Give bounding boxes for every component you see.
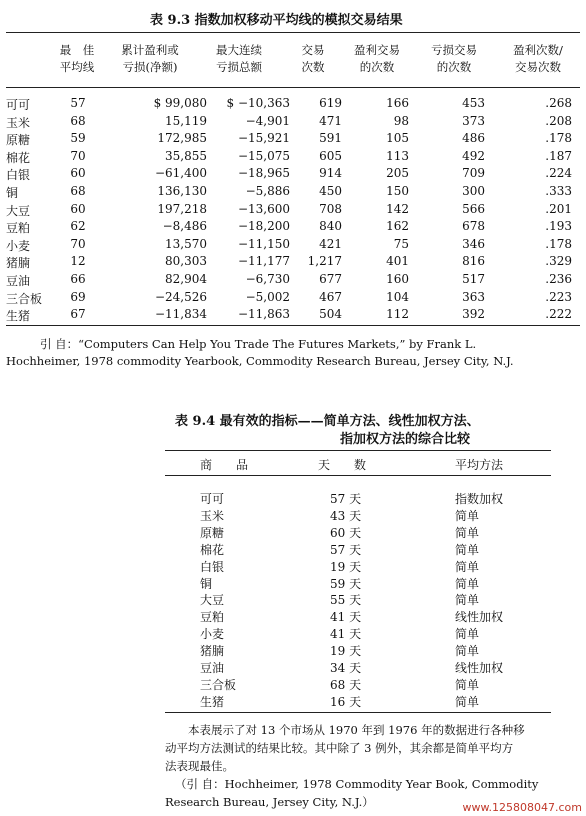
table-cell: 709 [462,166,485,181]
table-cell: 75 [393,236,409,251]
table-cell: 105 [386,131,409,146]
table-cell: .208 [545,113,572,128]
table-cell: 421 [319,236,342,251]
table-cell: −15,921 [237,131,290,146]
table-cell: 简单 [455,576,480,591]
table-9-4-source-line-2: Research Bureau, Jersey City, N.J.） [165,795,374,809]
table-cell: 69 [70,289,86,304]
table-cell: 68 [70,184,86,198]
table-cell: 线性加权 [455,610,504,625]
table-cell: 60 [70,166,86,181]
table-9-4-top-rule [165,450,551,451]
table-cell: 白银 [6,168,31,183]
table-cell: 162 [386,219,409,234]
table-9-4-header-cell: 商 品 [200,458,249,472]
table-cell: 简单 [455,525,480,540]
table-cell: 677 [319,272,342,286]
table-cell: 68 天 [330,677,362,692]
table-cell: .193 [545,219,572,234]
table-cell: 13,570 [165,236,207,251]
table-9-4-source-line-1: （引 自：Hochheimer, 1978 Commodity Year Book, Commodity [175,777,539,791]
table-cell: 401 [386,254,409,269]
table-cell: −11,150 [237,236,290,251]
table-cell: .201 [545,201,572,216]
table-cell: 205 [386,166,409,181]
table-cell: 豆粕 [200,610,225,625]
table-cell: 57 天 [330,542,362,557]
table-cell: 471 [319,113,342,128]
table-cell: 62 [70,219,86,234]
table-cell: 55 天 [330,593,362,608]
table-9-3-header-cell [200,42,278,76]
table-9-3-header-rule [6,87,580,88]
table-cell: 816 [462,254,485,269]
table-cell: 136,130 [157,184,207,198]
table-cell: 450 [319,184,342,198]
table-cell: 简单 [455,627,480,642]
table-cell: 41 天 [330,627,362,642]
table-cell: 59 [70,131,86,146]
table-cell: 346 [462,236,485,251]
table-cell: 豆油 [6,274,31,288]
table-cell: −8,486 [162,219,207,234]
table-cell: .222 [545,307,572,322]
table-cell: 363 [462,289,485,304]
table-cell: 大豆 [200,593,225,608]
table-cell: .268 [545,96,572,110]
table-cell: −15,075 [237,148,290,163]
table-cell: 34 天 [330,661,362,675]
table-9-4-caption-line-1: 表 9.4 最有效的指标——简单方法、线性加权方法、 [175,414,480,429]
table-9-3-header-cell [290,42,336,76]
header-line-1: 盈利次数/ [513,43,563,57]
table-cell: 19 天 [330,644,362,659]
table-cell: −11,863 [237,307,290,322]
table-cell: 67 [70,307,86,322]
table-cell: −11,834 [154,307,207,322]
table-cell: 104 [386,289,409,304]
table-cell: 15,119 [165,113,207,128]
table-9-3-header-cell [50,42,104,76]
table-9-3-header-cell [345,42,409,76]
table-cell: 914 [319,166,342,181]
table-cell: 98 [393,113,409,128]
table-cell: 简单 [455,644,480,659]
table-cell: 142 [386,201,409,216]
header-line-1: 累计盈利或 [121,43,179,57]
header-line-2: 亏损总额 [216,60,262,74]
table-cell: 简单 [455,559,480,574]
header-line-2: 交易次数 [515,60,561,74]
table-cell: 简单 [455,677,480,692]
table-cell: .333 [545,184,572,198]
table-cell: .329 [545,254,572,269]
table-cell: $ 99,080 [153,96,207,110]
table-9-4-header-cell: 天 数 [318,458,367,472]
table-cell: 82,904 [165,272,207,286]
table-cell: 678 [462,219,485,234]
table-cell: −18,965 [237,166,290,181]
table-cell: 840 [319,219,342,234]
table-cell: 猪腩 [6,256,31,271]
table-cell: .178 [545,236,572,251]
table-cell: 70 [70,236,86,251]
table-cell: −6,730 [245,272,290,286]
table-cell: 517 [462,272,485,286]
table-cell: 504 [319,307,342,322]
table-cell: 43 天 [330,508,362,523]
table-cell: 566 [462,201,485,216]
table-cell: 172,985 [157,131,207,146]
table-cell: 原糖 [200,525,225,540]
table-cell: 棉花 [6,150,31,165]
table-cell: 66 [70,272,86,286]
table-cell: 棉花 [200,542,225,557]
table-cell: 112 [386,307,409,322]
table-9-3-header-cell [420,42,488,76]
table-cell: 12 [70,254,86,269]
table-9-3-header-cell [108,42,192,76]
table-cell: 467 [319,289,342,304]
table-cell: −61,400 [154,166,207,181]
table-cell: 57 [70,96,86,110]
table-cell: 492 [462,148,485,163]
table-cell: 57 天 [330,492,362,506]
header-line-1: 交易 [301,43,325,57]
table-cell: .236 [545,272,572,286]
table-cell: −18,200 [237,219,290,234]
table-cell: 指数加权 [455,492,504,506]
table-cell: 豆粕 [6,221,31,236]
table-9-4-header-cell: 平均方法 [455,458,504,472]
table-cell: 708 [319,201,342,216]
table-cell: 小麦 [6,238,31,253]
table-cell: 线性加权 [455,661,504,675]
table-cell: −11,177 [237,254,290,269]
table-cell: .187 [545,148,572,163]
table-9-4-note-line-2: 动平均方法测试的结果比较。其中除了 3 例外，其余都是简单平均方 [165,741,514,755]
table-cell: 70 [70,148,86,163]
table-cell: 68 [70,113,86,128]
header-line-1: 亏损交易 [431,43,477,57]
table-cell: .178 [545,131,572,146]
table-cell: 可可 [200,492,225,506]
table-cell: 三合板 [6,291,43,306]
header-line-1: 盈利交易 [354,43,400,57]
table-cell: 原糖 [6,133,31,148]
table-cell: .223 [545,289,572,304]
table-cell: 605 [319,148,342,163]
header-line-1: 最 佳 [59,43,95,57]
table-cell: 简单 [455,593,480,608]
table-cell: 19 天 [330,559,362,574]
table-cell: 16 天 [330,694,362,709]
table-9-4-note-line-1: 本表展示了对 13 个市场从 1970 年到 1976 年的数据进行各种移 [188,723,525,737]
table-cell: 简单 [455,542,480,557]
table-cell: 197,218 [157,201,207,216]
table-cell: 白银 [200,559,225,574]
table-cell: 简单 [455,508,480,523]
table-cell: 玉米 [6,115,31,130]
table-cell: 113 [386,148,409,163]
table-cell: −24,526 [154,289,207,304]
table-cell: .224 [545,166,572,181]
table-cell: 铜 [200,576,213,591]
table-cell: 1,217 [307,254,342,269]
table-cell: 59 天 [330,576,362,591]
table-9-4-note-line-3: 法表现最佳。 [165,759,234,773]
table-cell: 猪腩 [200,644,225,659]
table-cell: 486 [462,131,485,146]
watermark: www.125808047.com [462,801,582,814]
table-9-4-bottom-rule [165,712,551,713]
table-cell: 豆油 [200,661,225,675]
table-cell: 591 [319,131,342,146]
table-cell: 60 [70,201,86,216]
header-line-2: 亏损(净额) [122,60,178,74]
table-cell: −5,002 [245,289,290,304]
table-cell: −13,600 [237,201,290,216]
header-line-1: 最大连续 [216,43,262,57]
table-cell: 大豆 [6,203,31,218]
table-cell: 小麦 [200,627,225,642]
table-9-4-caption-line-2: 指加权方法的综合比较 [340,432,471,447]
table-9-3-caption: 表 9.3 指数加权移动平均线的模拟交易结果 [150,13,403,28]
table-cell: 三合板 [200,677,237,692]
table-cell: $ −10,363 [226,96,290,110]
table-cell: 300 [462,184,485,198]
table-cell: 60 天 [330,525,362,540]
table-9-3-source-line-2: Hochheimer, 1978 commodity Yearbook, Commodity Research Bureau, Jersey City, N.J. [6,354,514,368]
table-cell: 619 [319,96,342,110]
table-cell: 可可 [6,98,31,112]
table-9-3-source-line-1: 引 自：“Computers Can Help You Trade The Futures Markets,” by Frank L. [40,337,477,351]
table-cell: 150 [386,184,409,198]
table-cell: 41 天 [330,610,362,625]
table-9-4-header-rule [165,475,551,476]
table-cell: 生猪 [200,694,225,709]
table-cell: 453 [462,96,485,110]
header-line-2: 的次数 [436,60,472,74]
table-cell: −4,901 [245,113,290,128]
table-cell: −5,886 [245,184,290,198]
table-cell: 160 [386,272,409,286]
table-cell: 生猪 [6,309,31,324]
table-cell: 392 [462,307,485,322]
table-cell: 35,855 [165,148,207,163]
table-9-3-bottom-rule [6,325,580,326]
table-cell: 166 [386,96,409,110]
header-line-2: 平均线 [59,60,95,74]
table-cell: 373 [462,113,485,128]
table-cell: 玉米 [200,508,225,523]
table-9-3-top-rule [6,32,580,33]
table-9-3-header-cell [498,42,578,76]
header-line-2: 的次数 [359,60,395,74]
header-line-2: 次数 [301,60,325,74]
table-cell: 简单 [455,694,480,709]
table-cell: 铜 [6,186,19,200]
table-cell: 80,303 [165,254,207,269]
